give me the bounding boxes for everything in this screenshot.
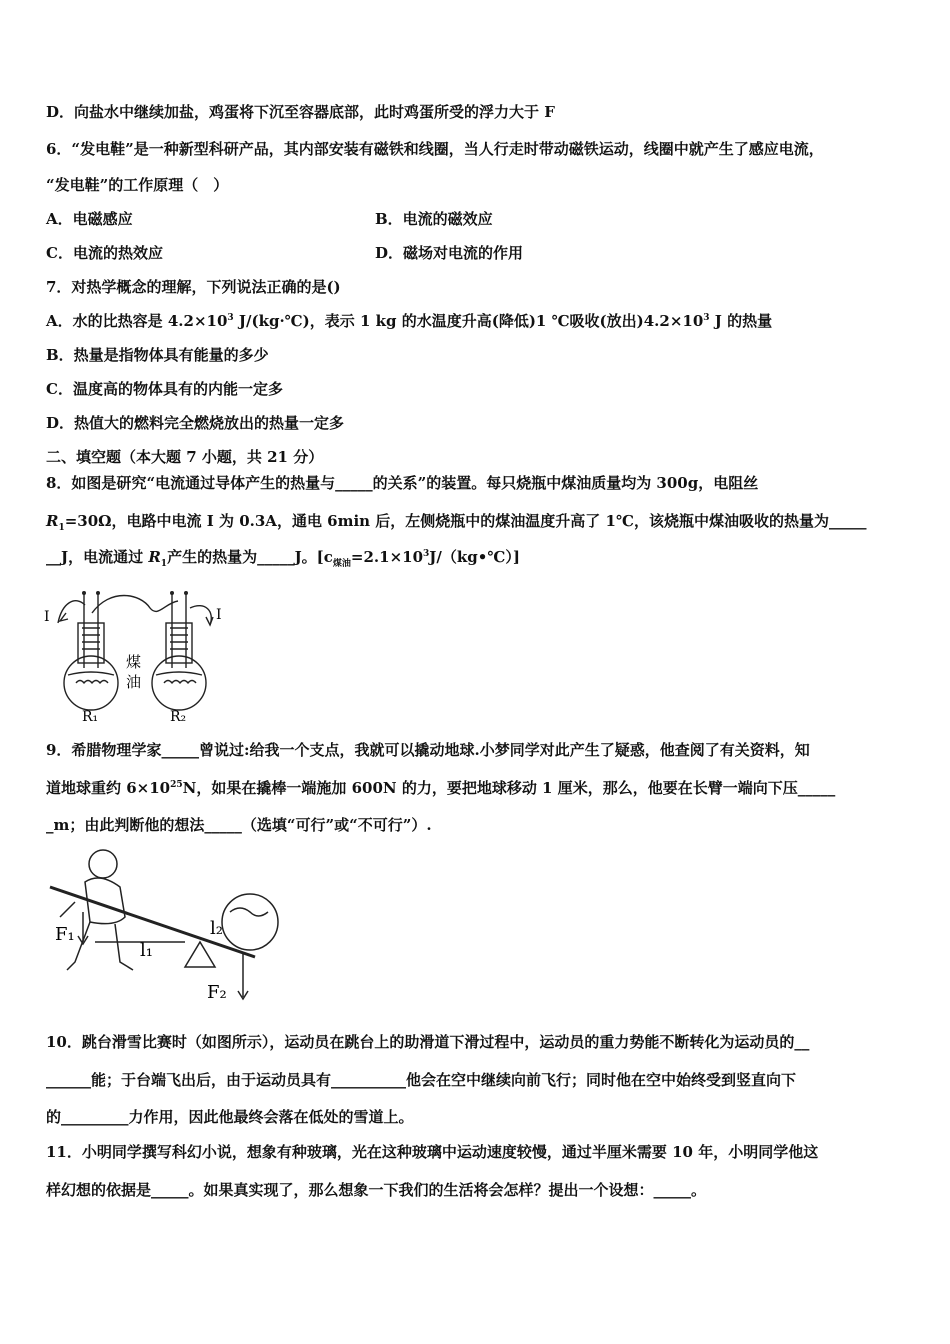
q7-option-a-part3: J 的热量 bbox=[709, 312, 773, 330]
q9-line2 bbox=[46, 778, 835, 798]
q7-option-c: C．温度高的物体具有的内能一定多 bbox=[46, 380, 283, 398]
q7-option-a-exp1: 3 bbox=[227, 313, 234, 323]
q8-line2 bbox=[46, 511, 866, 531]
q9-fig-f2: F₂ bbox=[207, 982, 227, 1003]
q9-line3: _m；由此判断他的想法_____（选填“可行”或“不可行”）. bbox=[46, 816, 432, 834]
q6-stem-line1: 6．“发电鞋”是一种新型科研产品，其内部安装有磁铁和线圈，当人行走时带动磁铁运动，线圈中就产生了感应电流， bbox=[46, 140, 824, 158]
q6-option-a: A．电磁感应 bbox=[46, 210, 133, 228]
q6-stem-line2: “发电鞋”的工作原理（ ） bbox=[46, 176, 229, 194]
q8-r1-subscript: 1 bbox=[160, 559, 168, 569]
q8-r-symbol: R bbox=[46, 512, 59, 530]
q6-option-c: C．电流的热效应 bbox=[46, 244, 163, 262]
q8-line3 bbox=[46, 547, 520, 567]
q7-option-d: D．热值大的燃料完全燃烧放出的热量一定多 bbox=[46, 414, 345, 432]
q8-flask-figure bbox=[40, 583, 225, 725]
q11-line2: 样幻想的依据是_____。如果真实现了，那么想象一下我们的生活将会怎样？提出一个设想：_____。 bbox=[46, 1181, 707, 1199]
q9-fig-f1: F₁ bbox=[55, 924, 75, 945]
q10-line1: 10．跳台滑雪比赛时（如图所示），运动员在跳台上的助滑道下滑过程中，运动员的重力势能不断转化为运动员的__ bbox=[46, 1033, 810, 1051]
q7-option-a-part2: J/(kg·℃)，表示 1 kg 的水温度升高(降低)1 ℃吸收(放出)4.2×10 bbox=[233, 312, 704, 330]
q8-line3-part4: J/（kg•℃）] bbox=[429, 548, 520, 566]
q6-option-d: D．磁场对电流的作用 bbox=[375, 244, 524, 262]
q8-fig-i-left: I bbox=[44, 609, 50, 625]
q6-option-b: B．电流的磁效应 bbox=[375, 210, 493, 228]
q7-option-a bbox=[46, 311, 772, 331]
q8-r-subscript: 1 bbox=[58, 523, 65, 533]
q9-line1: 9．希腊物理学家_____曾说过:给我一个支点，我就可以撬动地球.小梦同学对此产生了疑惑，他查阅了有关资料，知 bbox=[46, 741, 810, 759]
q7-option-b: B．热量是指物体具有能量的多少 bbox=[46, 346, 269, 364]
q7-option-a-part1: A．水的比热容是 4.2×10 bbox=[46, 312, 228, 330]
q8-line3-part1: __J，电流通过 bbox=[46, 548, 149, 566]
q9-line2-part1: 道地球重约 6×10 bbox=[46, 779, 171, 797]
q10-line3: 的_________力作用，因此他最终会落在低处的雪道上。 bbox=[46, 1108, 414, 1126]
q9-lever-figure bbox=[45, 842, 285, 1007]
q7-option-a-exp2: 3 bbox=[703, 313, 710, 323]
q8-exp: 3 bbox=[423, 549, 430, 559]
q5-option-d: D．向盐水中继续加盐，鸡蛋将下沉至容器底部，此时鸡蛋所受的浮力大于 F bbox=[46, 103, 555, 121]
q8-line2-text: =30Ω，电路中电流 I 为 0.3A，通电 6min 后，左侧烧瓶中的煤油温度升高了 1℃，该烧瓶中煤油吸收的热量为_____ bbox=[64, 512, 867, 530]
q8-fig-i-right: I bbox=[216, 607, 222, 623]
q8-line3-part3: =2.1×10 bbox=[350, 548, 424, 566]
q8-c-subscript: 煤油 bbox=[332, 559, 351, 569]
q8-fig-oil-1: 煤 bbox=[126, 653, 142, 671]
q10-line2: ______能；于台端飞出后，由于运动员具有__________他会在空中继续向前飞行；同时他在空中始终受到竖直向下 bbox=[46, 1071, 797, 1089]
q7-stem: 7．对热学概念的理解，下列说法正确的是() bbox=[46, 278, 341, 296]
section-heading-fill-blank: 二、填空题（本大题 7 小题，共 21 分） bbox=[46, 448, 324, 466]
q8-fig-r1: R₁ bbox=[82, 709, 99, 725]
q8-fig-oil-2: 油 bbox=[126, 673, 142, 691]
q9-exp: 25 bbox=[170, 780, 183, 790]
q9-fig-l1: l₁ bbox=[140, 940, 153, 961]
q8-fig-r2: R₂ bbox=[170, 709, 187, 725]
q8-r1-symbol: R bbox=[148, 548, 161, 566]
q9-line2-part2: N，如果在撬棒一端施加 600N 的力，要把地球移动 1 厘米，那么，他要在长臂一端向下压_____ bbox=[182, 779, 836, 797]
q8-line3-part2: 产生的热量为_____J。[c bbox=[167, 548, 333, 566]
q9-fig-l2: l₂ bbox=[210, 918, 223, 939]
q11-line1: 11．小明同学撰写科幻小说，想象有种玻璃，光在这种玻璃中运动速度较慢，通过半厘米需要 10 年，小明同学他这 bbox=[46, 1143, 819, 1161]
q8-line1: 8．如图是研究“电流通过导体产生的热量与_____的关系”的装置。每只烧瓶中煤油质量均为 300g，电阻丝 bbox=[46, 474, 759, 492]
